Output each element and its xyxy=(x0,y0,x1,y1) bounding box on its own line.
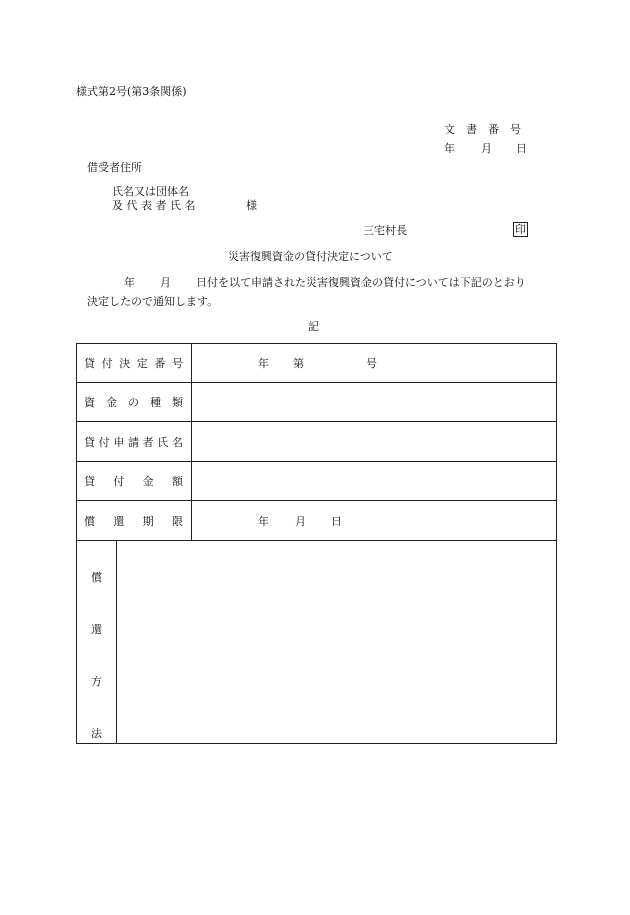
row-label: 貸 付 決 定 番 号 xyxy=(77,344,192,383)
body-text-line1: 日付を以て申請された災害復興資金の貸付については下記のとおり xyxy=(196,276,526,289)
table-row xyxy=(77,462,557,501)
fund-type-value xyxy=(192,383,557,422)
body-text-line2: 決定したので通知します。 xyxy=(87,295,219,308)
repayment-method-label: 償 還 方 法 xyxy=(77,541,117,744)
row-label: 貸 付 金 額 xyxy=(77,462,192,501)
row-label: 資 金 の 種 類 xyxy=(77,383,192,422)
repayment-method-value xyxy=(117,541,557,744)
issue-date-day: 日 xyxy=(516,142,527,155)
table-row xyxy=(77,501,557,541)
row-label: 貸 付 申 請 者 氏 名 xyxy=(77,422,192,462)
form-number: 様式第2号(第3条関係) xyxy=(76,85,187,98)
body-year: 年 xyxy=(124,276,135,289)
body-month: 月 xyxy=(160,276,171,289)
representative-label: 及 代 表 者 氏 名 xyxy=(112,199,196,212)
issue-date-month: 月 xyxy=(481,142,492,155)
honorific: 様 xyxy=(246,199,257,212)
table-row xyxy=(77,422,557,462)
borrower-address-label: 借受者住所 xyxy=(87,161,142,174)
loan-decision-table xyxy=(76,343,557,744)
ki-heading: 記 xyxy=(308,320,319,333)
applicant-name-value xyxy=(192,422,557,462)
loan-amount-value xyxy=(192,462,557,501)
table-row xyxy=(77,383,557,422)
document-title: 災害復興資金の貸付決定について xyxy=(228,250,393,263)
loan-number-value: 年 第 号 xyxy=(192,344,557,383)
issue-date-year: 年 xyxy=(444,142,455,155)
borrower-name-label: 氏名又は団体名 xyxy=(112,185,189,198)
issuer-name: 三宅村長 xyxy=(363,224,407,237)
repayment-deadline-value: 年 月 日 xyxy=(192,501,557,541)
seal-mark: 印 xyxy=(515,223,526,236)
row-label: 償 還 期 限 xyxy=(77,501,192,541)
table-row xyxy=(77,541,557,744)
table-row xyxy=(77,344,557,383)
document-number-label: 文 書 番 号 xyxy=(444,123,521,136)
